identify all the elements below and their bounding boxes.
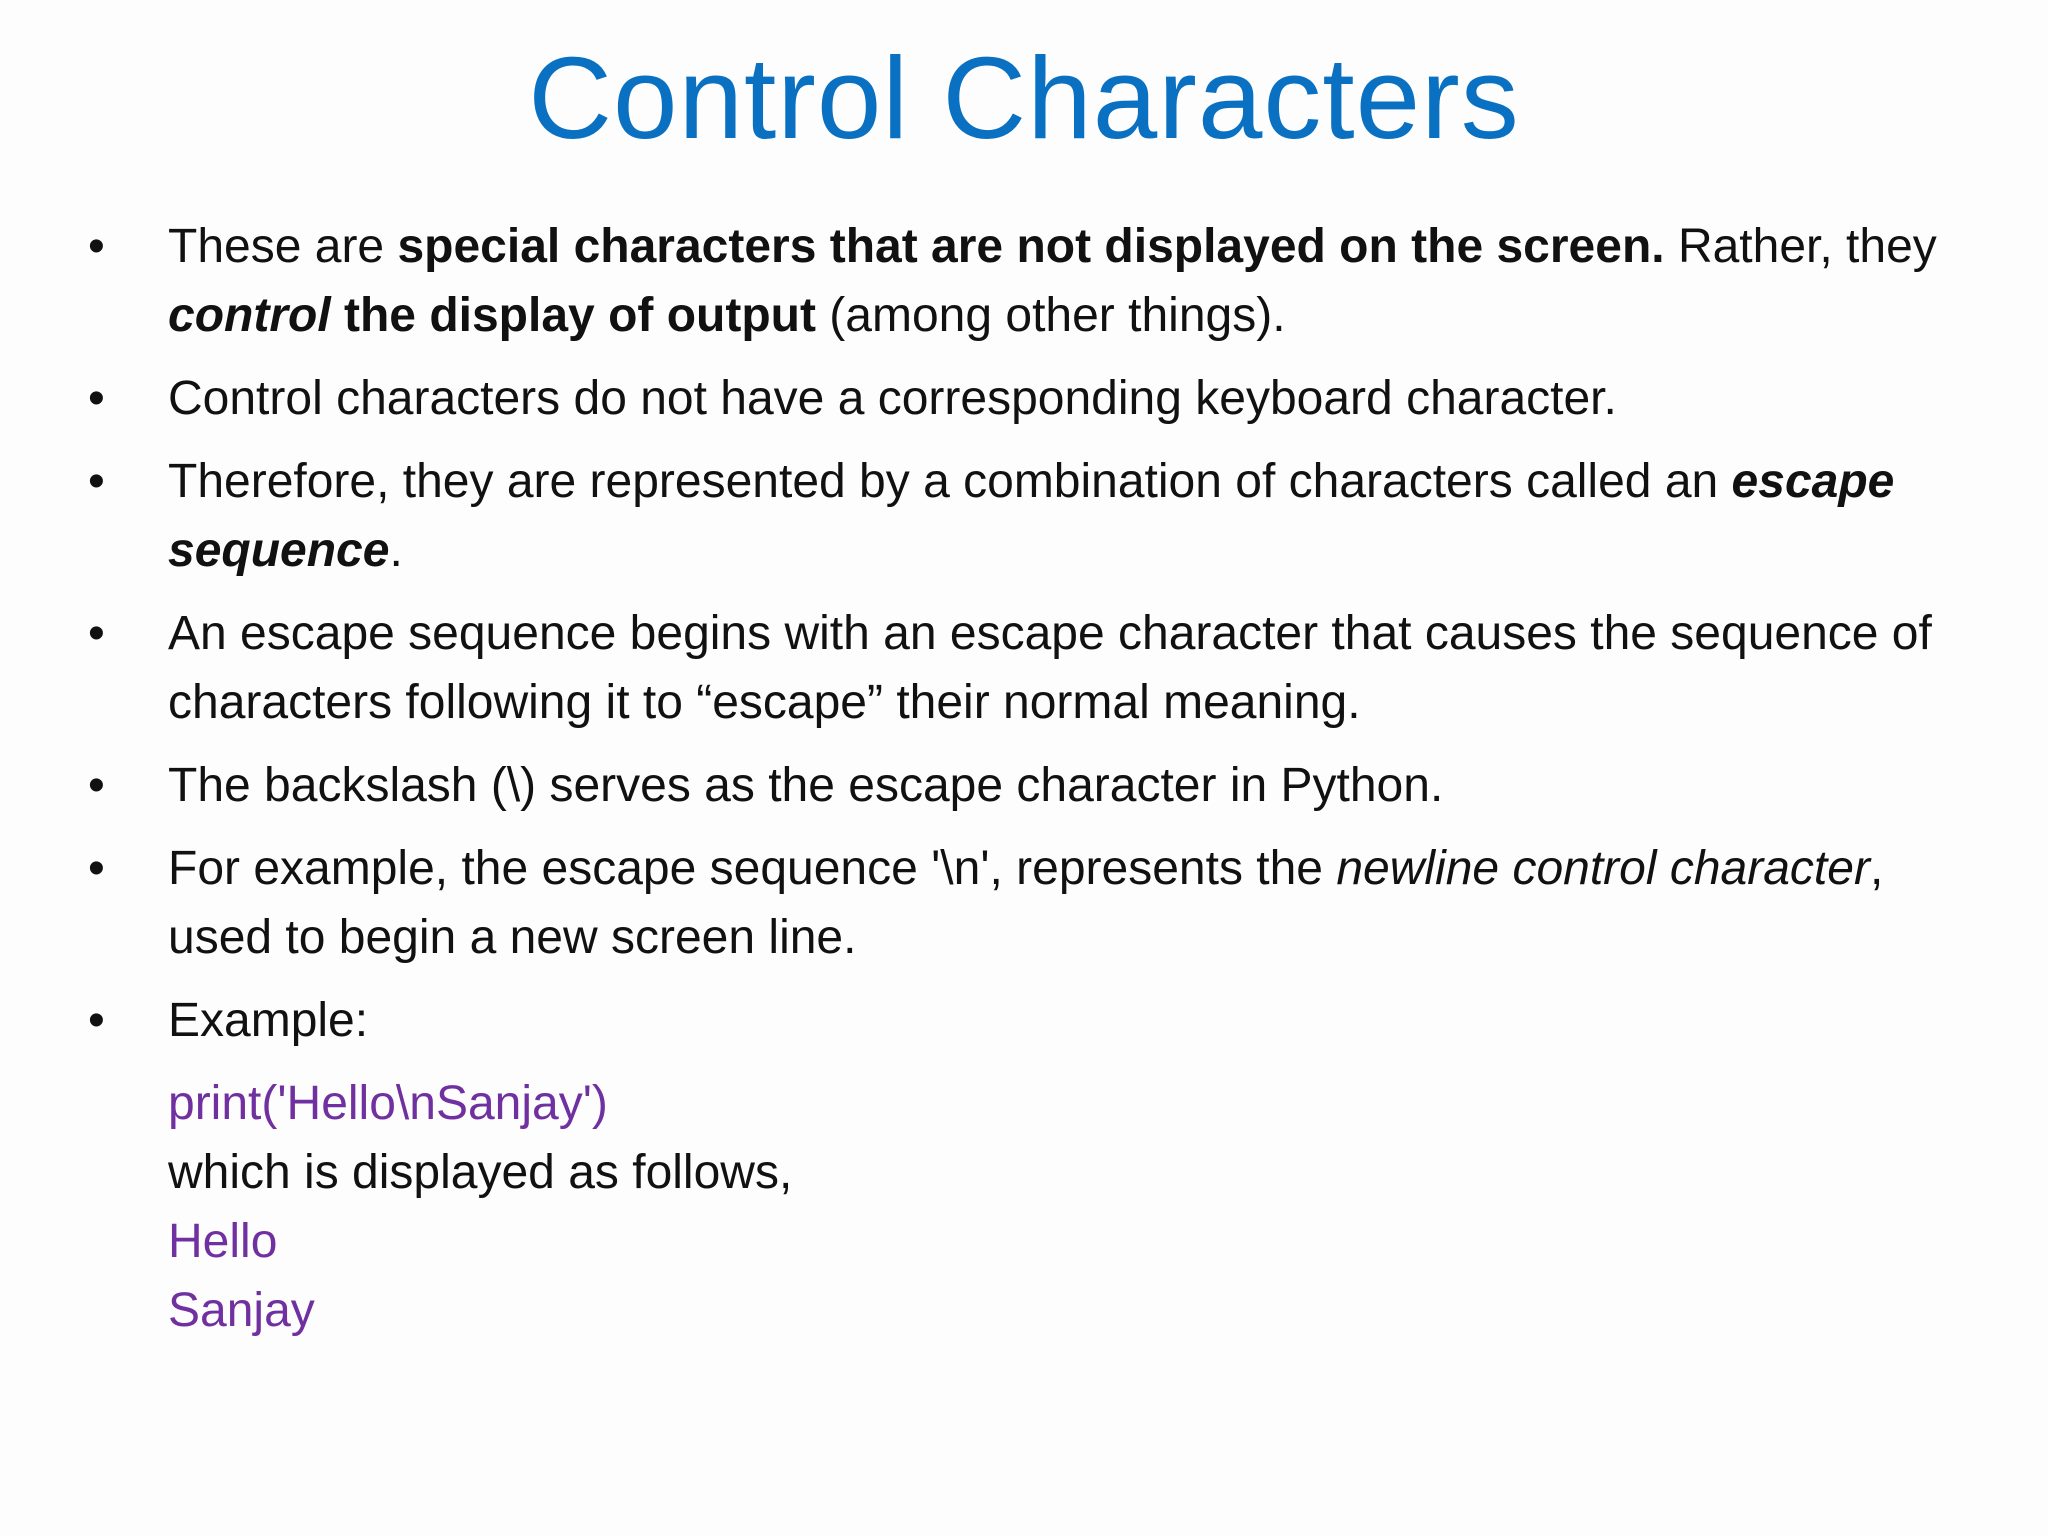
bullet-1-bold-display: the display of output — [330, 289, 816, 342]
bullet-dot: • — [88, 994, 105, 1047]
example-description: which is displayed as follows, — [168, 1146, 793, 1199]
bullet-1-text-c: (among other things). — [815, 289, 1286, 342]
bullet-6-text-b: , used to begin a new screen line. — [168, 842, 1884, 964]
slide-title: Control Characters — [528, 33, 1520, 163]
bullet-1-bold-italic-control: control — [168, 289, 331, 342]
example-code: print('Hello\nSanjay') — [168, 1077, 608, 1130]
bullet-5-text: The backslash (\) serves as the escape character in Python. — [168, 759, 1444, 812]
bullet-7-text: Example: — [168, 994, 369, 1047]
bullet-1-bold-phrase: special characters that are not displayed on the screen. — [397, 220, 1665, 273]
bullet-item-4 — [88, 599, 1948, 737]
bullet-dot: • — [88, 455, 105, 508]
bullet-list — [88, 212, 1948, 1055]
bullet-3-escape-sequence-term: escape sequence — [168, 455, 1895, 577]
bullet-dot: • — [88, 220, 105, 273]
example-output-line-1: Hello — [168, 1215, 278, 1268]
bullet-1-text-a: These are — [168, 220, 398, 273]
bullet-6-text-a: For example, the escape sequence '\n', represents the — [168, 842, 1337, 895]
bullet-item-2 — [88, 364, 1948, 433]
bullet-item-5 — [88, 751, 1948, 820]
bullet-1-text-b: Rather, they — [1664, 220, 1937, 273]
bullet-6-italic-term: newline control character — [1336, 842, 1870, 895]
bullet-item-7 — [88, 986, 1948, 1055]
bullet-dot: • — [88, 759, 105, 812]
bullet-4-text: An escape sequence begins with an escape character that causes the sequence of characters following it to “escape” their normal meaning. — [168, 607, 1932, 729]
bullet-3-text-b: . — [389, 524, 403, 577]
bullet-item-1 — [88, 212, 1948, 350]
bullet-item-3 — [88, 447, 1948, 585]
bullet-3-text-a: Therefore, they are represented by a combination of characters called an — [168, 455, 1732, 508]
example-block — [88, 1069, 1948, 1345]
slide-body — [88, 212, 1948, 1345]
bullet-dot: • — [88, 842, 105, 895]
bullet-item-6 — [88, 834, 1948, 972]
bullet-dot: • — [88, 607, 105, 660]
bullet-dot: • — [88, 372, 105, 425]
bullet-2-text: Control characters do not have a corresponding keyboard character. — [168, 372, 1617, 425]
example-output-line-2: Sanjay — [168, 1284, 315, 1337]
